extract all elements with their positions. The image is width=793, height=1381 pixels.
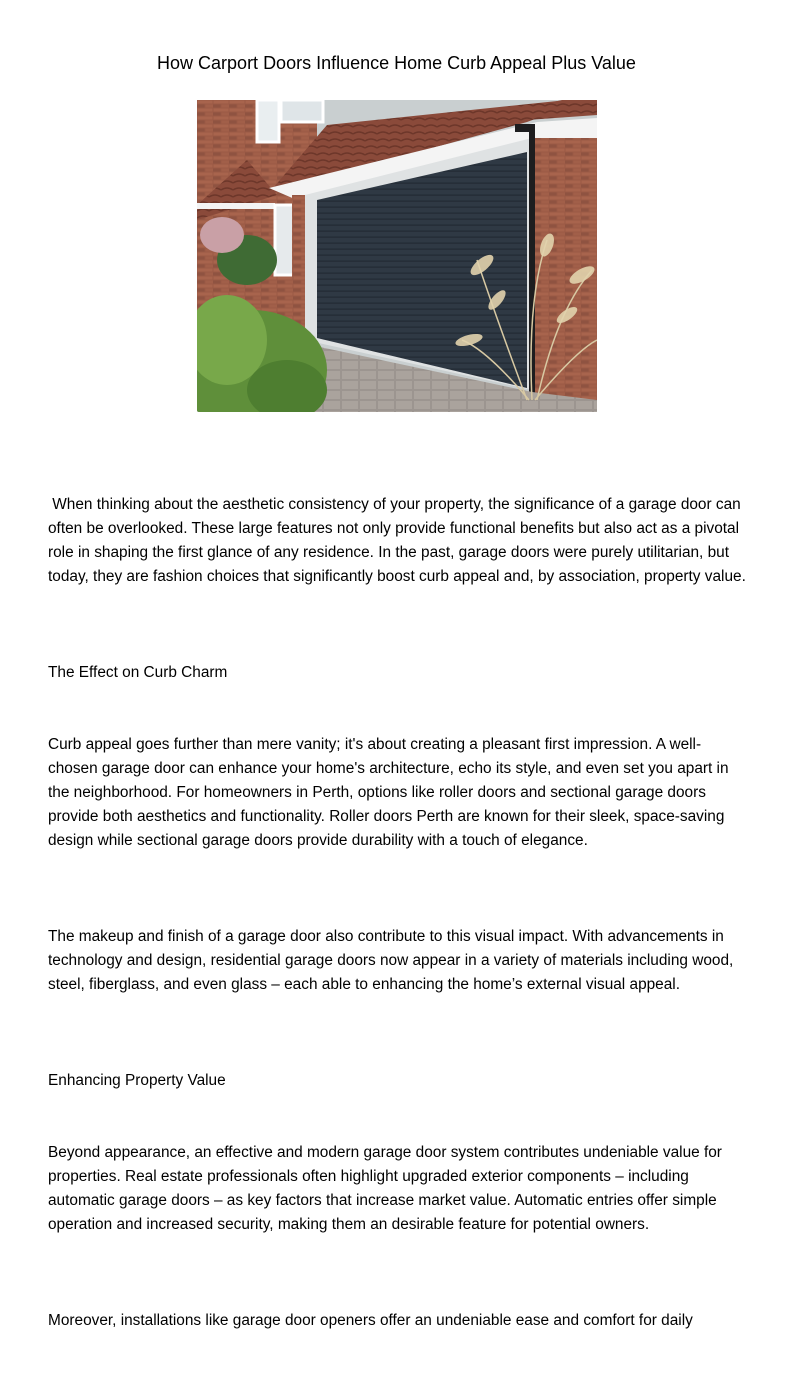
property-value-paragraph: Beyond appearance, an effective and modern garage door system contributes undeniable value for properties. Real estate professionals often highlight upgraded exterior components – including automatic garage doors – as key factors that increase market value. Automatic entries offer simple operation and increased security, making them an desirable feature for potential owners. xyxy=(48,1144,727,1233)
section-heading-curb-charm: The Effect on Curb Charm xyxy=(48,664,228,681)
page-title: How Carport Doors Influence Home Curb Appeal Plus Value xyxy=(157,53,636,73)
section-heading-property-value: Enhancing Property Value xyxy=(48,1072,226,1089)
intro-paragraph: When thinking about the aesthetic consistency of your property, the significance of a garage door can often be overlooked. These large features not only provide functional benefits but also act as a pivotal role in shaping the first glance of any residence. In the past, garage doors were purely utilitarian, but today, they are fashion choices that significantly boost curb appeal and, by association, property value. xyxy=(48,496,746,585)
article-body xyxy=(48,445,750,1381)
openers-paragraph: Moreover, installations like garage door openers offer an undeniable ease and comfort for daily xyxy=(48,1312,693,1329)
materials-paragraph: The makeup and finish of a garage door also contribute to this visual impact. With advancements in technology and design, residential garage doors now appear in a variety of materials including wood, steel, fiberglass, and even glass – each able to enhancing the home’s external visual appeal. xyxy=(48,928,738,993)
garage-door-photo xyxy=(197,100,597,412)
curb-charm-paragraph: Curb appeal goes further than mere vanity; it's about creating a pleasant first impression. A well-chosen garage door can enhance your home's architecture, echo its style, and even set you apart in the neighborhood. For homeowners in Perth, options like roller doors and sectional garage doors provide both aesthetics and functionality. Roller doors Perth are known for their sleek, space-saving design while sectional garage doors provide durability with a touch of elegance. xyxy=(48,736,733,849)
